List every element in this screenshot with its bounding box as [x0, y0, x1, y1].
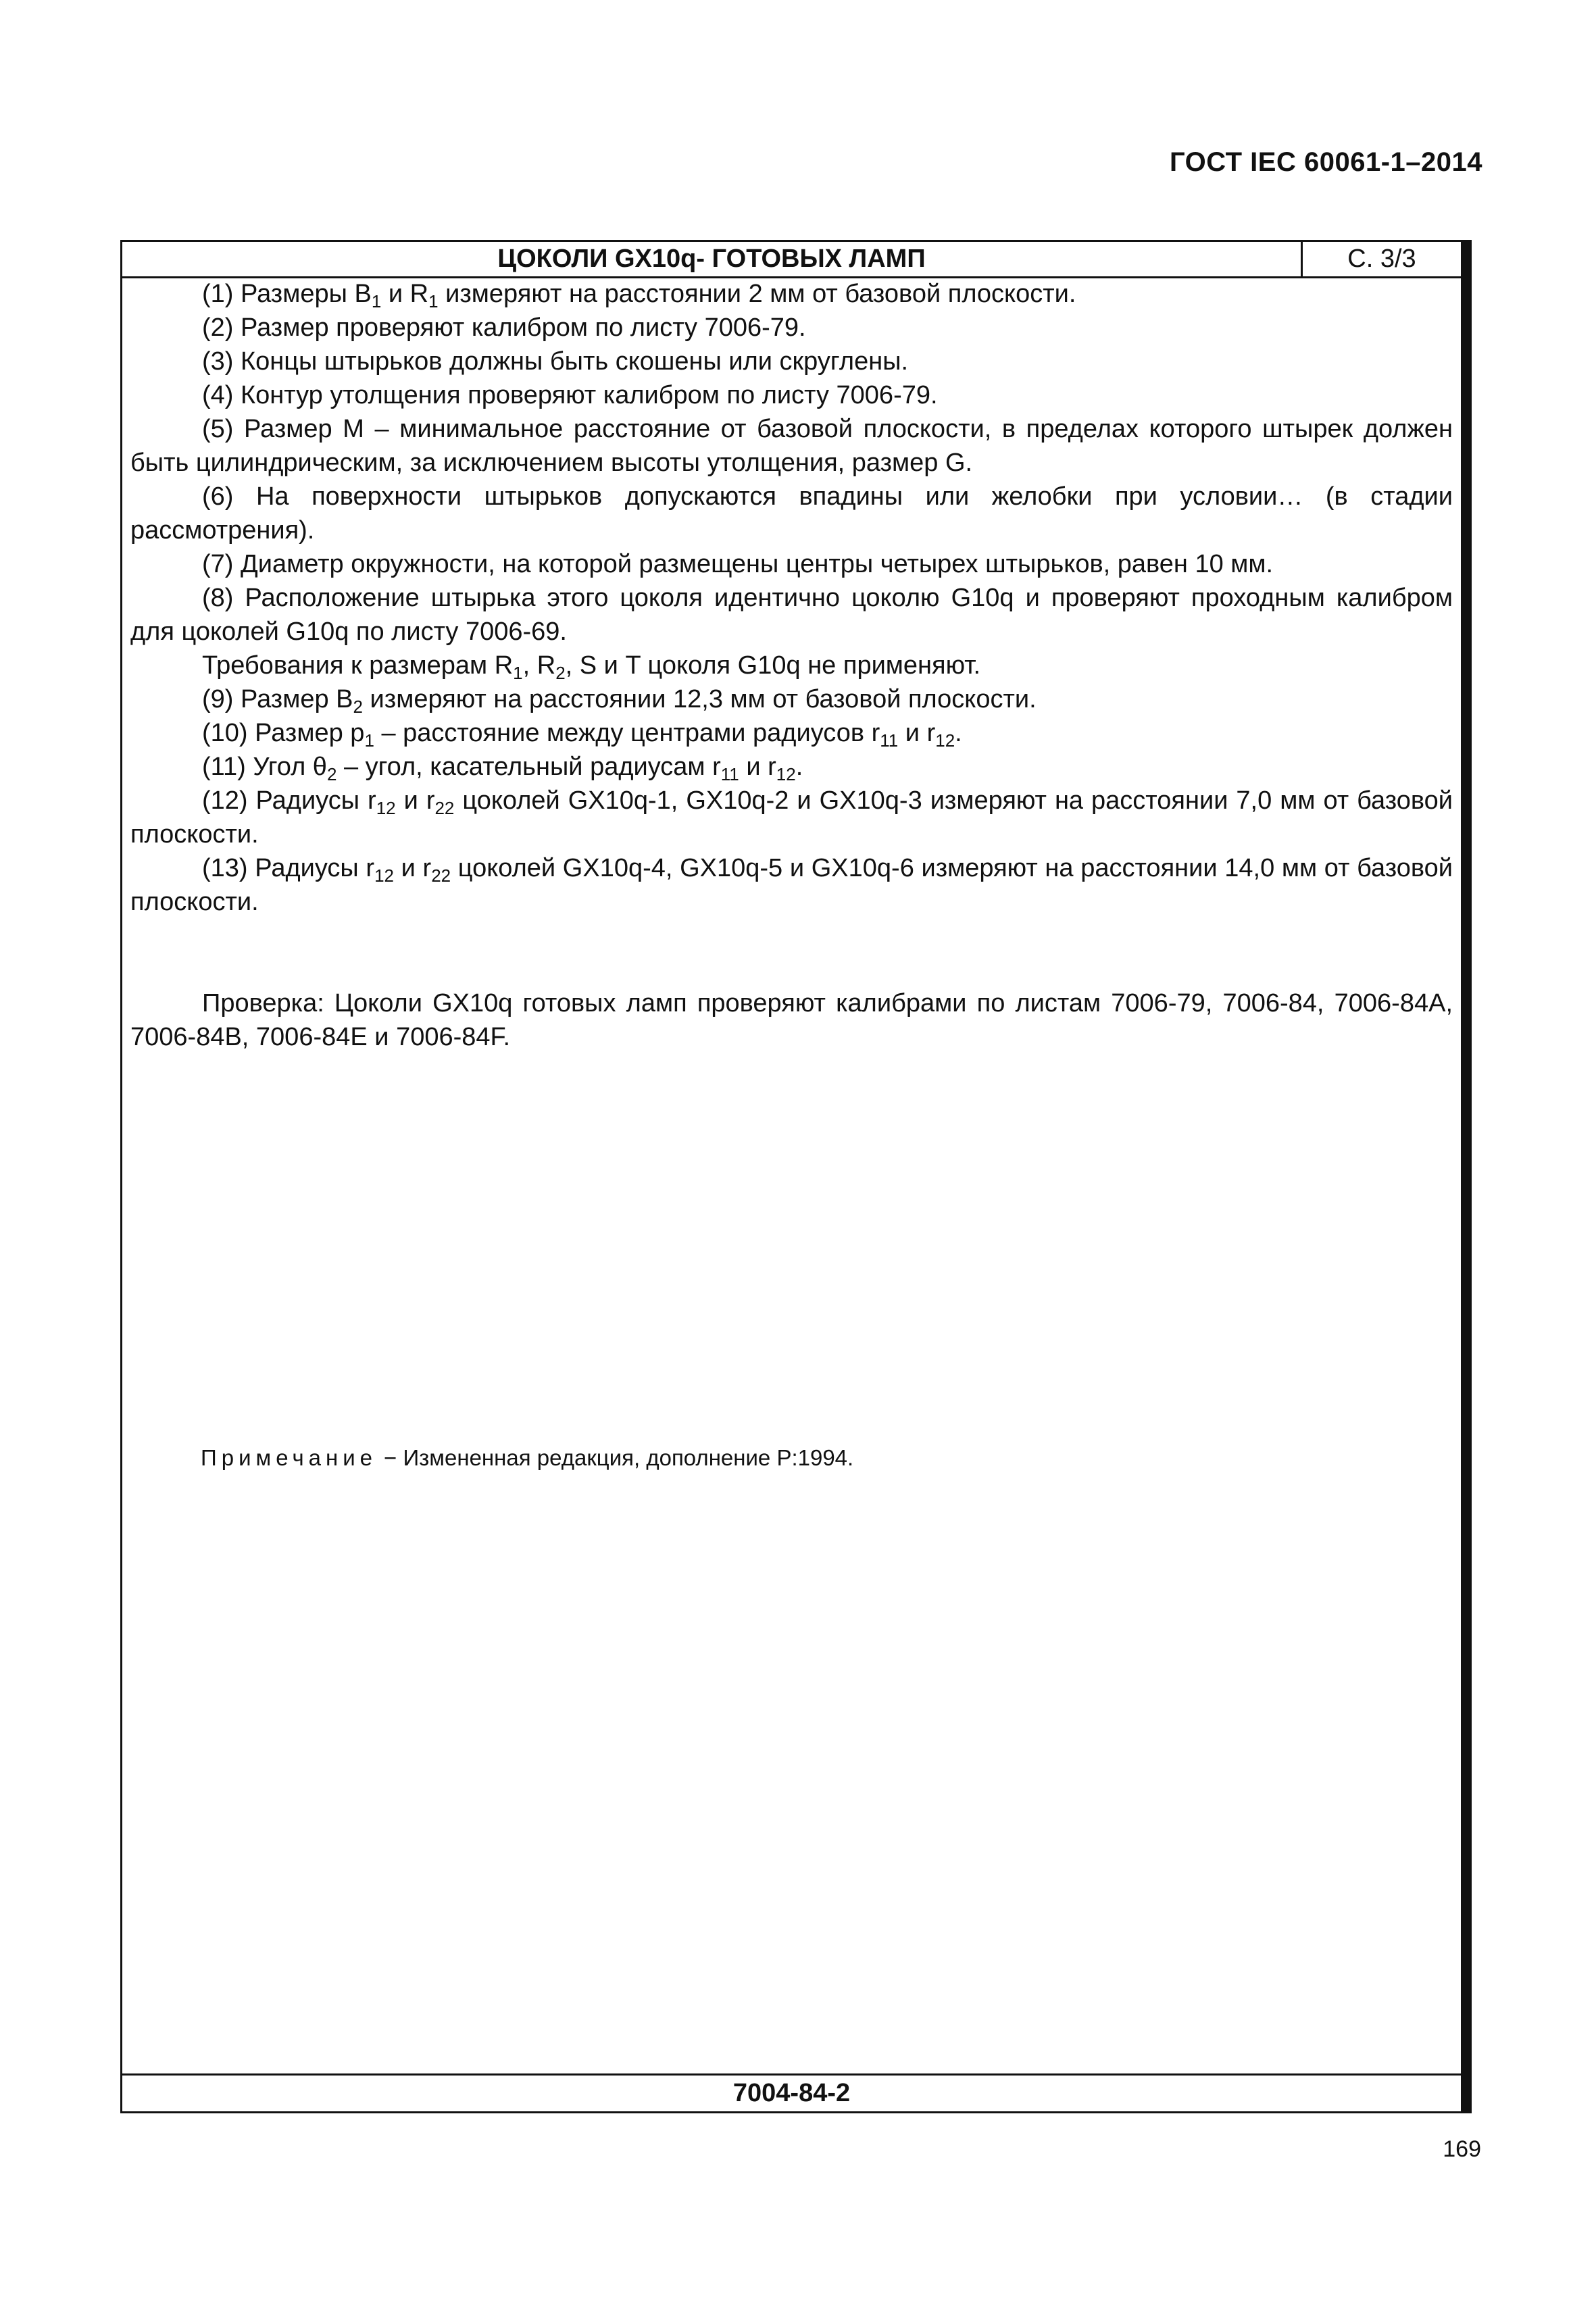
page-number: 169: [1443, 2136, 1481, 2162]
note-12: (12) Радиусы $r_{12}$ и $r_{22}$ цоколей GX10q-1, GX10q-2 и GX10q-3 измеряют на расстоянии 7,0 мм от базовой плоскости.: [130, 786, 1453, 849]
sheet-header-row: [122, 242, 1461, 278]
sheet-notes: [130, 277, 1453, 1054]
note-7: (7) Диаметр окружности, на которой размещены центры четырех штырьков, равен 10 мм.: [202, 550, 1274, 578]
note-13: (13) Радиусы $r_{12}$ и $r_{22}$ цоколей GX10q-4, GX10q-5 и GX10q-6 измеряют на расстоянии 14,0 мм от базовой плоскости.: [130, 854, 1453, 916]
note-6: (6) На поверхности штырьков допускаются впадины или желобки при условии… (в стадии рассмотрения).: [130, 482, 1453, 545]
note-11: (11) Угол $\theta_2$ – угол, касательный радиусам $r_{11}$ и $r_{12}$.: [202, 753, 803, 784]
note-4: (4) Контур утолщения проверяют калибром по листу 7006-79.: [202, 381, 938, 409]
note-2: (2) Размер проверяют калибром по листу 7006-79.: [202, 313, 806, 342]
footnote-text: − Измененная редакция, дополнение P:1994.: [384, 1445, 854, 1470]
note-1: (1) Размеры $B_1$ и $R_1$ измеряют на расстоянии 2 мм от базовой плоскости.: [202, 280, 1076, 311]
note-9: (9) Размер $B_2$ измеряют на расстоянии 12,3 мм от базовой плоскости.: [202, 685, 1037, 717]
sheet-number: 7004-84-2: [122, 2073, 1461, 2111]
standard-sheet: [120, 240, 1463, 2113]
footnote-label: Примечание: [201, 1445, 378, 1470]
note-3: (3) Концы штырьков должны быть скошены или скруглены.: [202, 347, 909, 376]
note-10: (10) Размер $p_1$ – расстояние между центрами радиусов $r_{11}$ и $r_{12}$.: [202, 719, 962, 751]
note-8-requirements: Требования к размерам $R_1$, $R_2$, S и T цоколя G10q не применяют.: [202, 651, 981, 683]
sheet-title: ЦОКОЛИ GX10q- ГОТОВЫХ ЛАМП: [122, 242, 1303, 276]
sheet-page-ref: С. 3/3: [1347, 245, 1416, 273]
sheet-shadow: [1463, 240, 1472, 2113]
note-5: (5) Размер М – минимальное расстояние от базовой плоскости, в пределах которого штырек должен быть цилиндрическим, за исключением высоты утолщения, размер G.: [130, 415, 1453, 477]
gauge-check-paragraph: Проверка: Цоколи GX10q готовых ламп проверяют калибрами по листам 7006-79, 7006-84, 7006-84A, 7006-84B, 7006-84E и 7006-84F.: [130, 989, 1453, 1051]
standard-id: ГОСТ IEC 60061-1–2014: [1169, 147, 1482, 177]
sheet-footnote: [201, 1444, 853, 1472]
note-8: (8) Расположение штырька этого цоколя идентично цоколю G10q и проверяют проходным калибром для цоколей G10q по листу 7006-69.: [130, 584, 1453, 646]
